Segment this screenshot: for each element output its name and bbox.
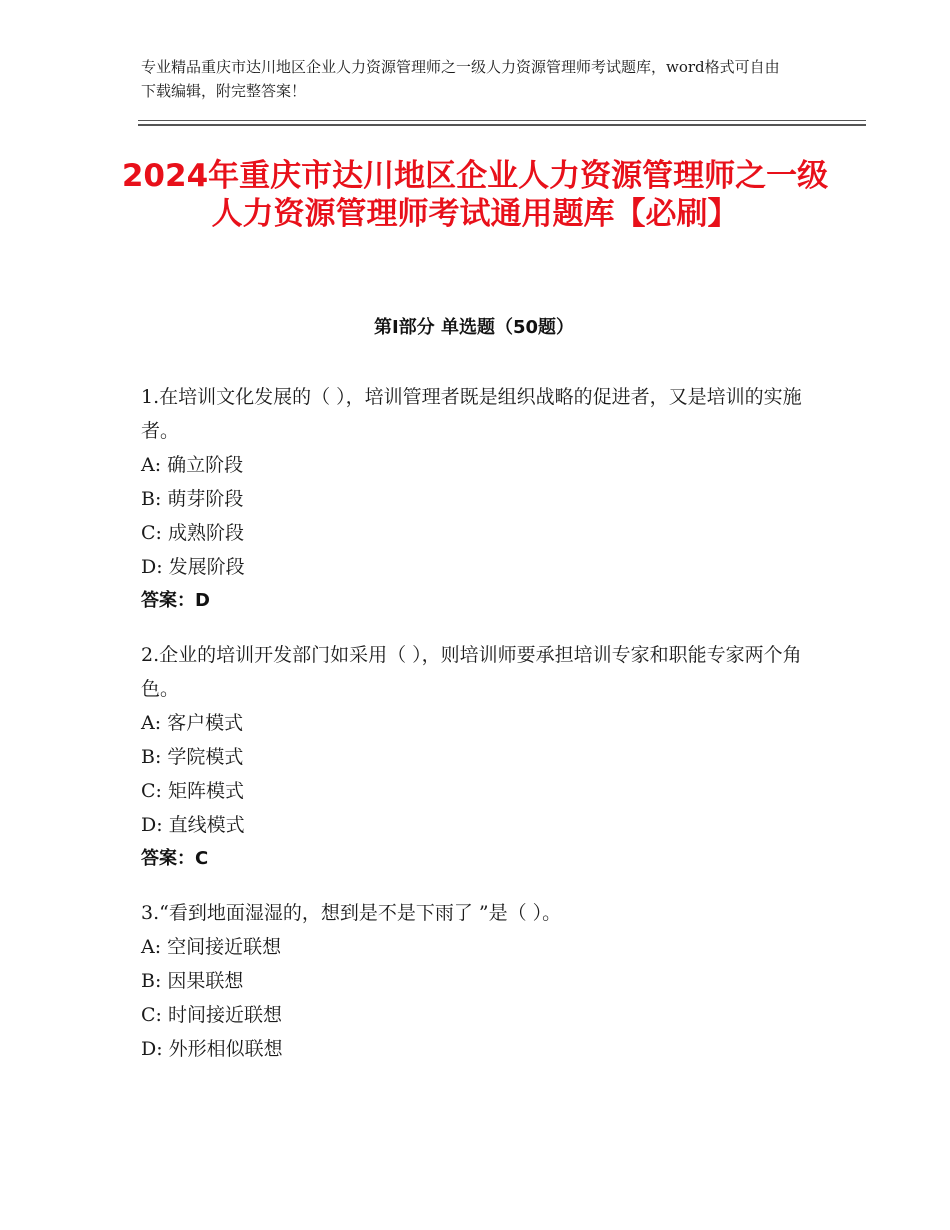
header-note: 专业精品重庆市达川地区企业人力资源管理师之一级人力资源管理师考试题库，word格式可自由下载编辑，附完整答案！ [141,58,780,100]
option-d: D: 发展阶段 [141,556,245,578]
document-title: 2024年重庆市达川地区企业人力资源管理师之一级人力资源管理师考试通用题库【必刷】 [121,158,829,232]
question-stem: 3.“看到地面湿湿的，想到是不是下雨了 ”是（ ）。 [141,902,562,924]
section-title: 第Ⅰ部分 单选题（50题） [373,317,574,338]
question-stem: 2.企业的培训开发部门如采用（ ），则培训师要承担培训专家和职能专家两个角色。 [141,644,802,700]
question-1 [141,380,811,618]
option-d: D: 直线模式 [141,814,245,836]
header-divider [138,120,866,126]
question-3 [141,896,811,1066]
option-a: A: 空间接近联想 [141,936,282,958]
option-c: C: 时间接近联想 [141,1004,282,1026]
option-c: C: 成熟阶段 [141,522,244,544]
question-stem: 1.在培训文化发展的（ ），培训管理者既是组织战略的促进者，又是培训的实施者。 [141,386,802,442]
question-list [141,380,811,1086]
option-c: C: 矩阵模式 [141,780,244,802]
option-d: D: 外形相似联想 [141,1038,283,1060]
option-b: B: 因果联想 [141,970,244,992]
option-b: B: 萌芽阶段 [141,488,244,510]
question-2 [141,638,811,876]
option-b: B: 学院模式 [141,746,244,768]
answer: 答案：D [141,590,210,611]
answer: 答案：C [141,848,209,869]
option-a: A: 客户模式 [141,712,244,734]
option-a: A: 确立阶段 [141,454,244,476]
